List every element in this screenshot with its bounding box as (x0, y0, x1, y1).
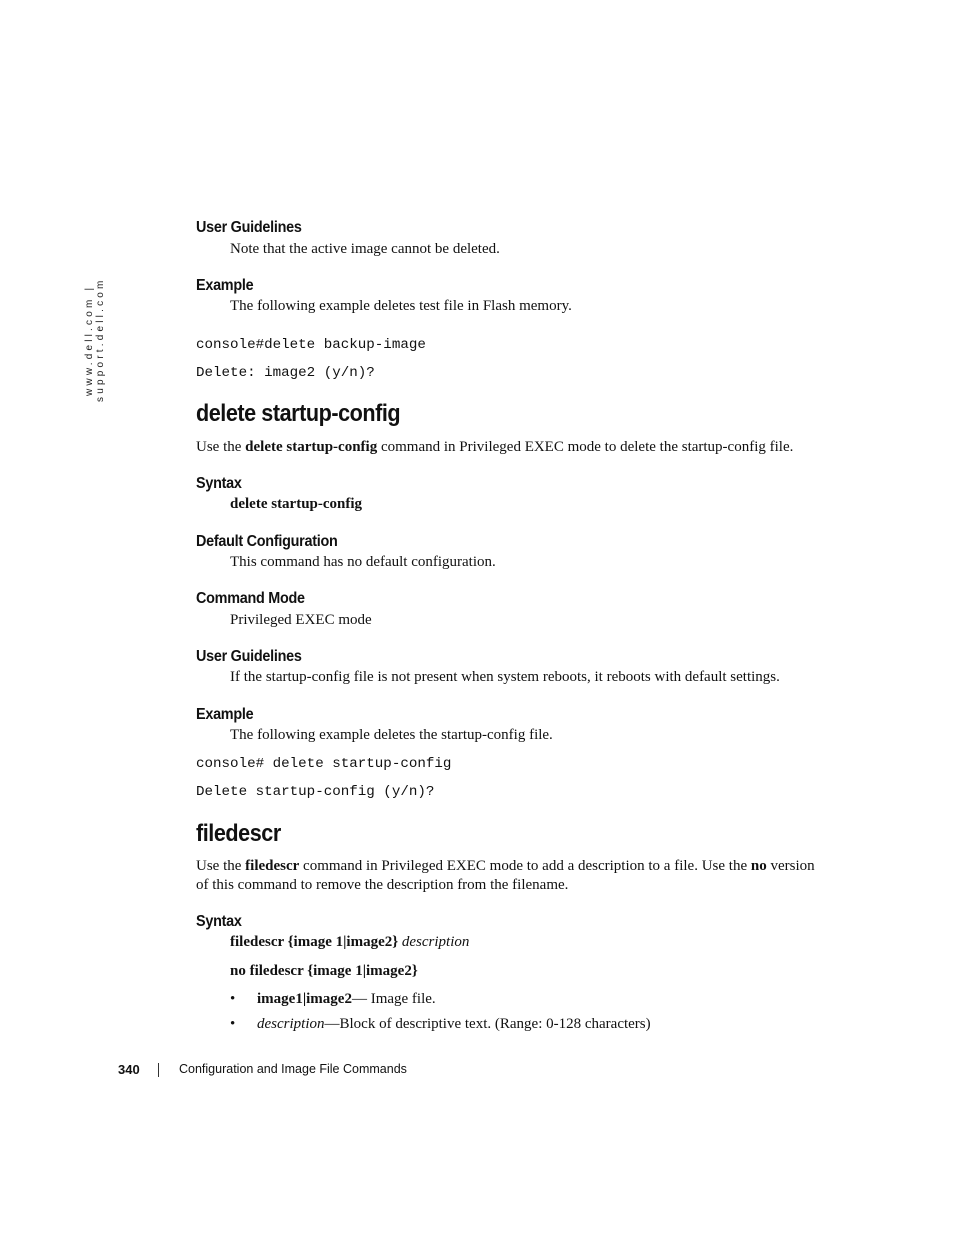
sidebar-url: www.dell.com | support.dell.com (84, 277, 106, 403)
user-guidelines-text: Note that the active image cannot be deleted. (230, 241, 500, 257)
code-line: console#delete backup-image (196, 337, 426, 353)
example-text: The following example deletes the startup-config file. (230, 727, 553, 743)
default-config-heading: Default Configuration (196, 533, 338, 550)
code-line: Delete: image2 (y/n)? (196, 365, 375, 381)
command-mode-heading: Command Mode (196, 590, 305, 607)
syntax-line: filedescr {image 1|image2} description (230, 934, 470, 950)
bullet-marker: • (230, 1016, 236, 1032)
example-heading: Example (196, 706, 254, 723)
page-number: 340 (118, 1062, 140, 1077)
user-guidelines-heading: User Guidelines (196, 648, 302, 665)
bullet-marker: • (230, 991, 236, 1007)
syntax-text: delete startup-config (230, 496, 363, 512)
list-item: image1|image2— Image file. (257, 991, 436, 1007)
syntax-heading: Syntax (196, 475, 242, 492)
user-guidelines-heading: User Guidelines (196, 219, 302, 236)
command-mode-text: Privileged EXEC mode (230, 612, 372, 628)
footer-divider (158, 1063, 159, 1077)
example-heading: Example (196, 277, 254, 294)
code-line: Delete startup-config (y/n)? (196, 784, 435, 800)
example-text: The following example deletes test file in Flash memory. (230, 298, 572, 314)
section-intro: Use the filedescr command in Privileged EXEC mode to add a description to a file. Use the no version of this command to remove the description from the filename. (196, 858, 815, 893)
section-title-delete-startup-config: delete startup-config (196, 400, 401, 427)
user-guidelines-text: If the startup-config file is not present when system reboots, it reboots with default settings. (230, 669, 780, 685)
code-line: console# delete startup-config (196, 756, 452, 772)
default-config-text: This command has no default configuration. (230, 554, 496, 570)
syntax-heading: Syntax (196, 913, 242, 930)
syntax-line: no filedescr {image 1|image2} (230, 963, 418, 979)
section-intro: Use the delete startup-config command in Privileged EXEC mode to delete the startup-config file. (196, 439, 794, 455)
chapter-title: Configuration and Image File Commands (179, 1062, 407, 1076)
list-item: description—Block of descriptive text. (Range: 0-128 characters) (257, 1016, 651, 1032)
section-title-filedescr: filedescr (196, 820, 281, 847)
